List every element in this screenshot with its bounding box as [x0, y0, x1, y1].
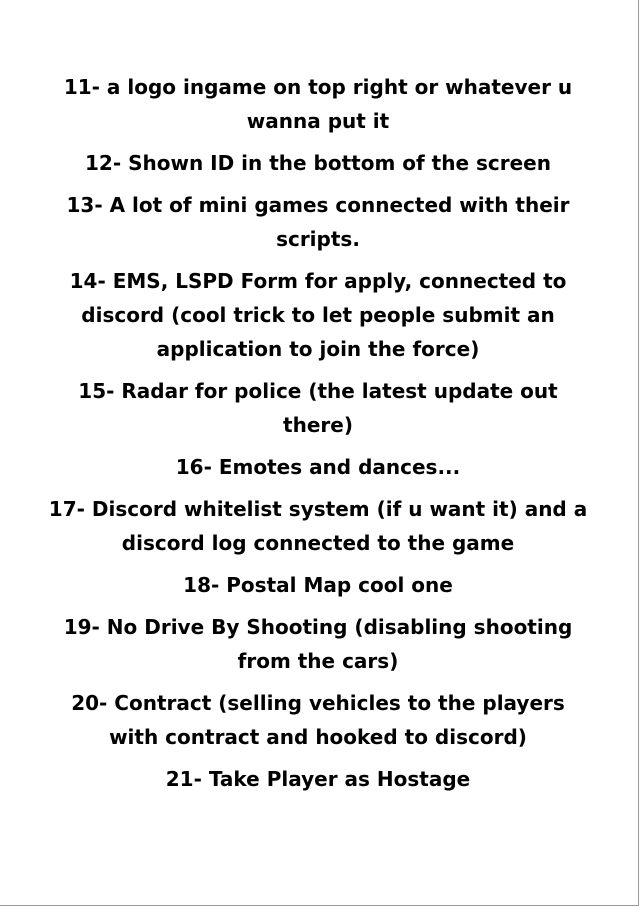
list-item: 11- a logo ingame on top right or whatever u wanna put it [63, 75, 573, 133]
list-item: 19- No Drive By Shooting (disabling shooting from the cars) [63, 615, 573, 673]
list-item: 21- Take Player as Hostage [165, 767, 471, 791]
list-item: 14- EMS, LSPD Form for apply, connected to discord (cool trick to let people submit an application to join the force) [69, 269, 567, 361]
list-item: 13- A lot of mini games connected with their scripts. [66, 193, 570, 251]
feature-list [48, 70, 588, 804]
list-item: 17- Discord whitelist system (if u want it) and a discord log connected to the game [48, 497, 588, 555]
list-item: 16- Emotes and dances... [175, 455, 461, 479]
list-item: 20- Contract (selling vehicles to the players with contract and hooked to discord) [71, 691, 565, 749]
list-item: 12- Shown ID in the bottom of the screen [85, 151, 551, 175]
list-item: 18- Postal Map cool one [183, 573, 453, 597]
list-item: 15- Radar for police (the latest update out there) [78, 379, 558, 437]
